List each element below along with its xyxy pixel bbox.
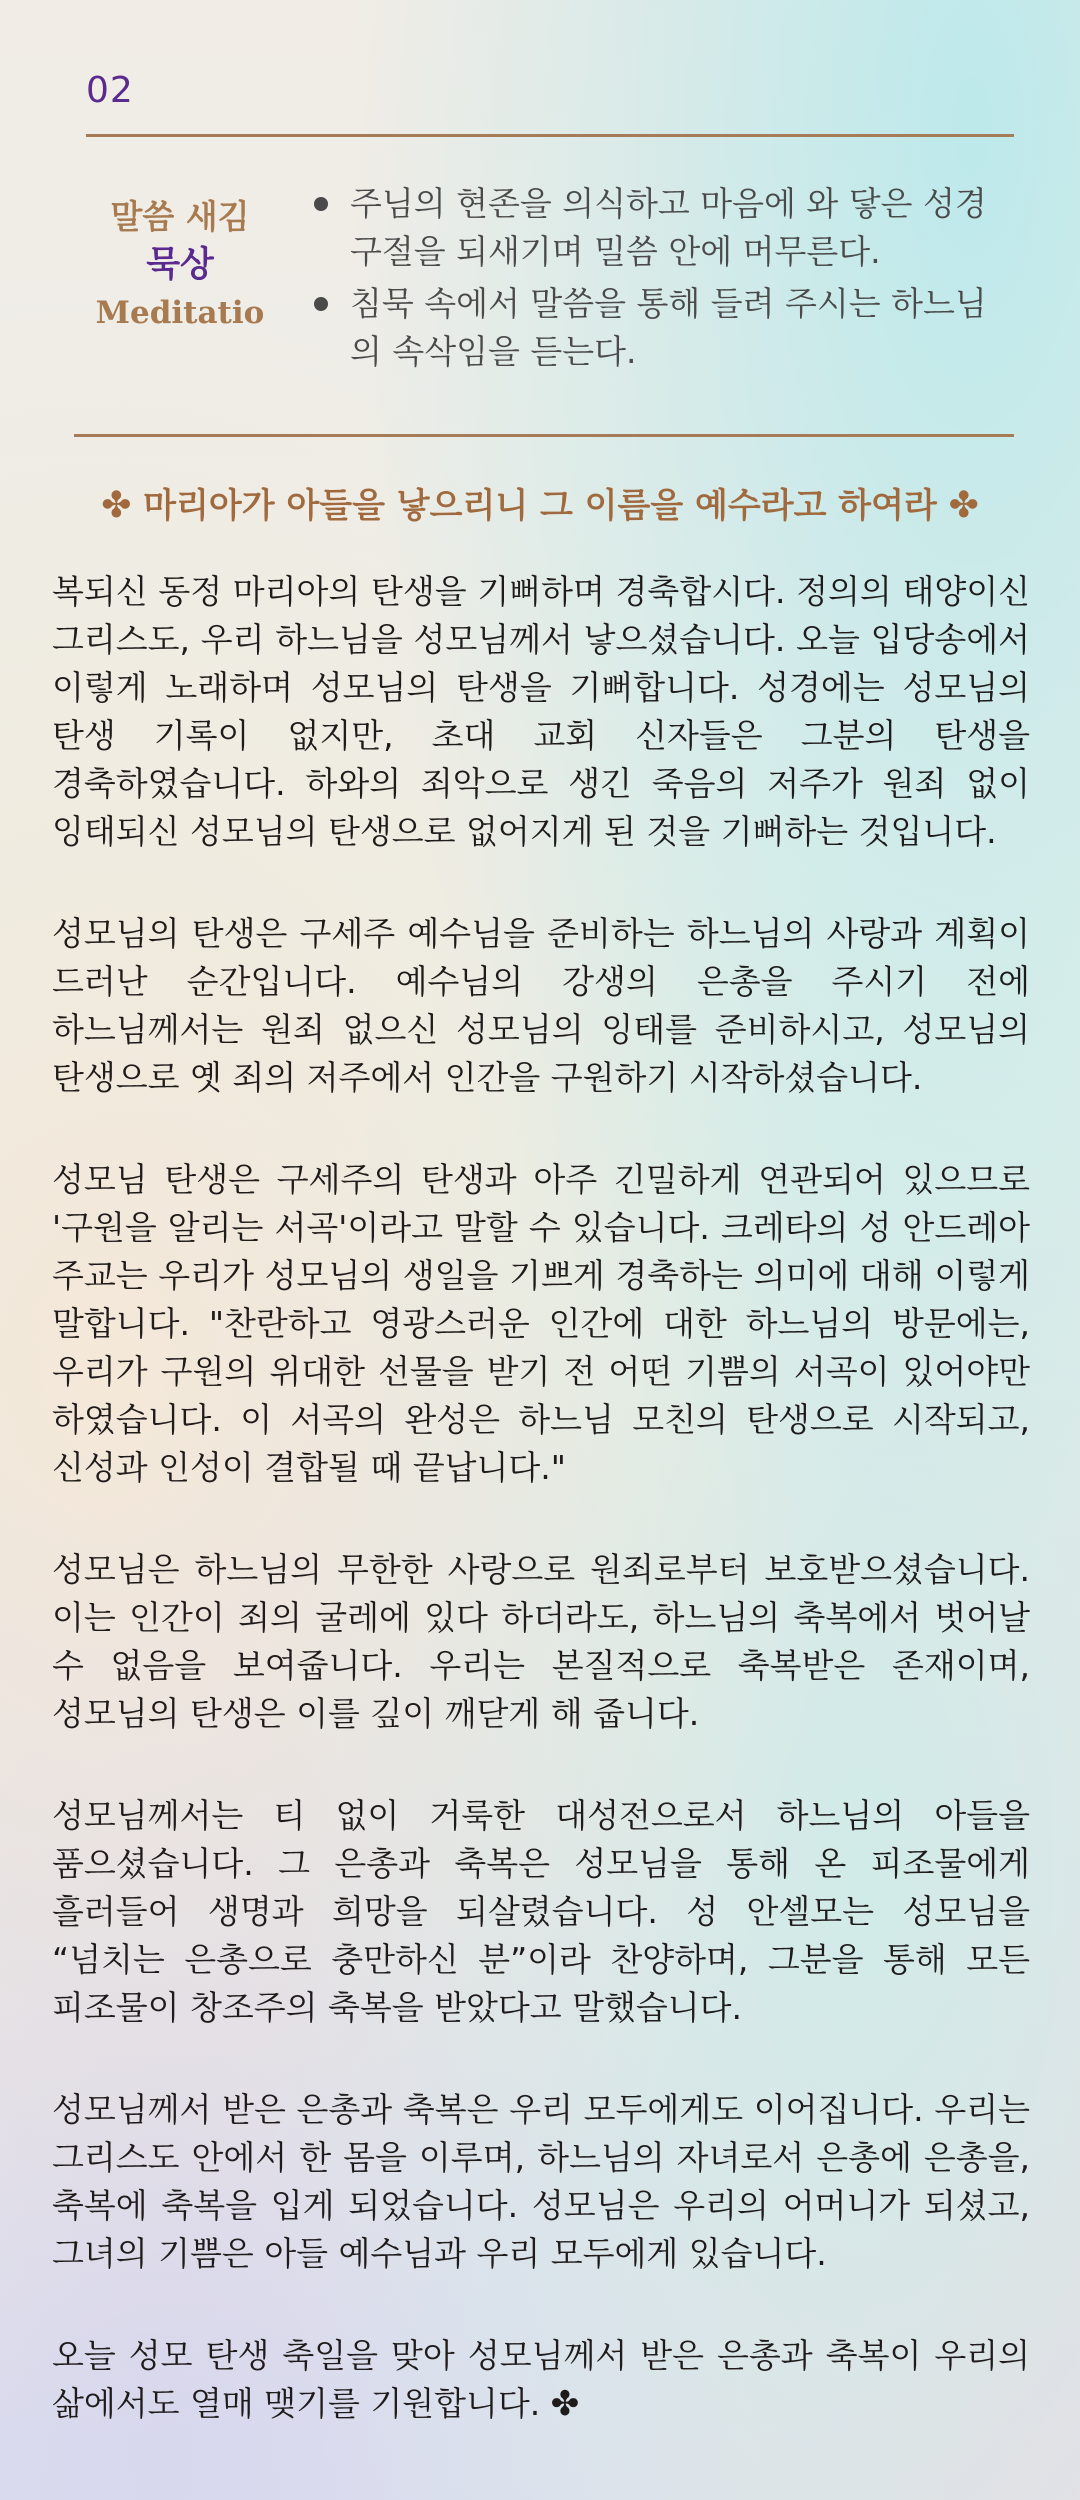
bottom-divider xyxy=(74,434,1014,437)
label-main: 묵상 xyxy=(146,244,214,285)
label-latin: Meditatio xyxy=(95,295,265,331)
clover-ornament-icon: ✤ xyxy=(550,2384,580,2424)
clover-ornament-icon: ✤ xyxy=(101,485,132,526)
meditation-section xyxy=(86,180,1014,400)
body-paragraph: 성모님은 하느님의 무한한 사랑으로 원죄로부터 보호받으셨습니다. 이는 인간이 죄의 굴레에 있다 하더라도, 하느님의 축복에서 벗어날 수 없음을 보여줍니다. 우리는 본질적으로 축복받은 존재이며, 성모님의 탄생은 이를 깊이 깨닫게 해 줍니다. xyxy=(52,1550,1030,1733)
reflection-body xyxy=(52,568,1030,2482)
body-paragraph: 복되신 동정 마리아의 탄생을 기뻐하며 경축합시다. 정의의 태양이신 그리스도, 우리 하느님을 성모님께서 낳으셨습니다. 오늘 입당송에서 이렇게 노래하며 성모님의 탄생을 기뻐합니다. 성경에는 성모님의 탄생 기록이 없지만, 초대 교회 신자들은 그분의 탄생을 경축하였습니다. 하와의 죄악으로 생긴 죽음의 저주가 원죄 없이 잉태되신 성모님의 탄생으로 없어지게 된 것을 기뻐하는 것입니다. xyxy=(52,572,1030,851)
body-paragraph: 성모님께서 받은 은총과 축복은 우리 모두에게도 이어집니다. 우리는 그리스도 안에서 한 몸을 이루며, 하느님의 자녀로서 은총에 은총을, 축복에 축복을 입게 되었습니다. 성모님은 우리의 어머니가 되셨고, 그녀의 기쁨은 아들 예수님과 우리 모두에게 있습니다. xyxy=(52,2090,1030,2273)
body-paragraph: 성모님께서는 티 없이 거룩한 대성전으로서 하느님의 아들을 품으셨습니다. 그 은총과 축복은 성모님을 통해 온 피조물에게 흘러들어 생명과 희망을 되살렸습니다. 성 안셀모는 성모님을 “넘치는 은총으로 충만하신 분”이라 찬양하며, 그분을 통해 모든 피조물이 창조주의 축복을 받았다고 말했습니다. xyxy=(52,1796,1030,2027)
label-korean: 말씀 새김 xyxy=(110,197,250,236)
meditation-label xyxy=(86,194,274,336)
meditation-bullet xyxy=(314,180,1014,276)
clover-ornament-icon: ✤ xyxy=(948,485,979,526)
bullet-dot-icon xyxy=(314,197,328,211)
meditation-bullet-list xyxy=(314,180,1014,380)
meditation-bullet-text: 주님의 현존을 의식하고 마음에 와 닿은 성경구절을 되새기며 밀씀 안에 머무른다. xyxy=(350,184,987,271)
body-paragraph: 성모님의 탄생은 구세주 예수님을 준비하는 하느님의 사랑과 계획이 드러난 순간입니다. 예수님의 강생의 은총을 주시기 전에 하느님께서는 원죄 없으신 성모님의 잉태를 준비하시고, 성모님의 탄생으로 옛 죄의 저주에서 인간을 구원하기 시작하셨습니다. xyxy=(52,914,1030,1097)
headline-text: 마리아가 아들을 낳으리니 그 이름을 예수라고 하여라 xyxy=(143,486,937,526)
meditation-bullet xyxy=(314,280,1014,376)
page-number: 02 xyxy=(86,70,134,111)
top-divider xyxy=(86,134,1014,137)
scripture-headline xyxy=(60,476,1020,536)
closing-text: 오늘 성모 탄생 축일을 맞아 성모님께서 받은 은총과 축복이 우리의 삶에서도 열매 맺기를 기원합니다. xyxy=(52,2336,1030,2423)
meditation-bullet-text: 침묵 속에서 말씀을 통해 들려 주시는 하느님의 속삭임을 듣는다. xyxy=(350,284,987,371)
body-paragraph-closing xyxy=(52,2332,1030,2428)
bullet-dot-icon xyxy=(314,297,328,311)
body-paragraph: 성모님 탄생은 구세주의 탄생과 아주 긴밀하게 연관되어 있으므로 '구원을 알리는 서곡'이라고 말할 수 있습니다. 크레타의 성 안드레아 주교는 우리가 성모님의 생일을 기쁘게 경축하는 의미에 대해 이렇게 말합니다. "찬란하고 영광스러운 인간에 대한 하느님의 방문에는, 우리가 구원의 위대한 선물을 받기 전 어떤 기쁨의 서곡이 있어야만 하였습니다. 이 서곡의 완성은 하느님 모친의 탄생으로 시작되고, 신성과 인성이 결합될 때 끝납니다." xyxy=(52,1160,1030,1487)
